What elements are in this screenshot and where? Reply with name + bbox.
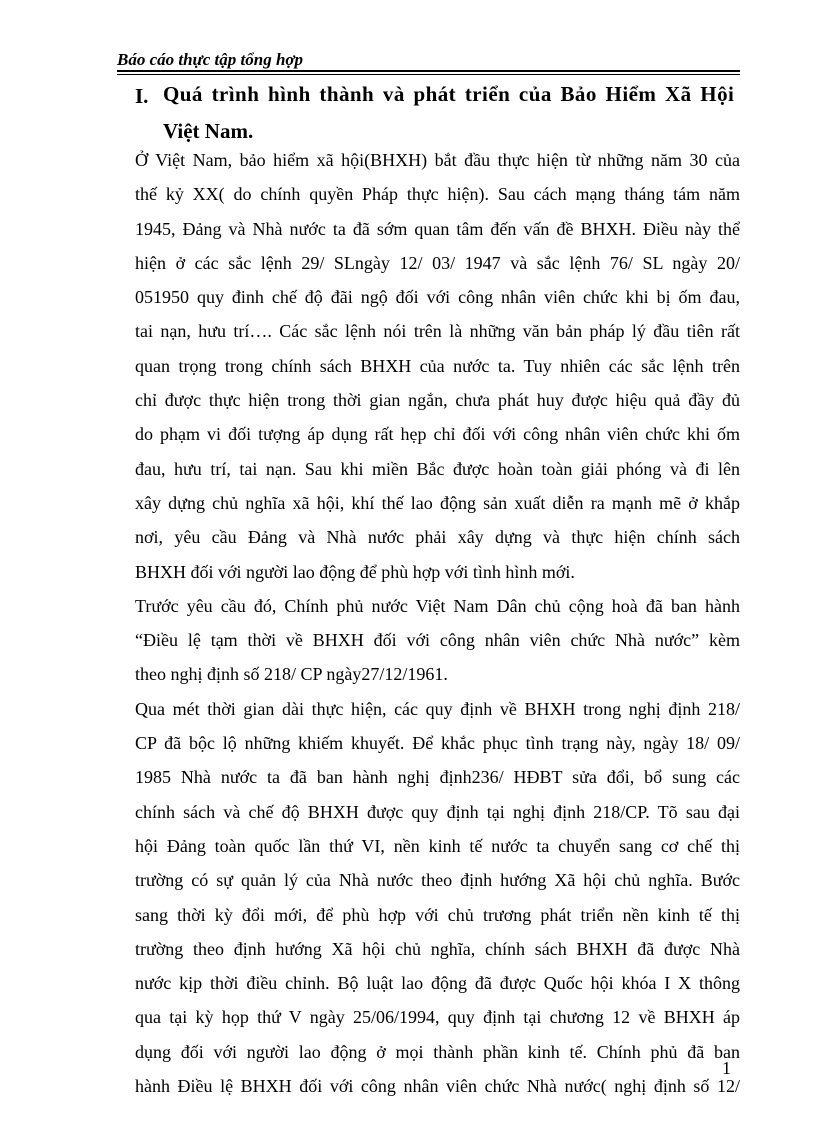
header-rule-thick <box>117 70 740 72</box>
text-line: 1945, Đảng và Nhà nước ta đã sớm quan tâm đến vấn đề BHXH. Điều này thể <box>135 218 740 239</box>
text-line: hiện ở các sắc lệnh 29/ SLngày 12/ 03/ 1947 và sắc lệnh 76/ SL ngày 20/ <box>135 252 740 273</box>
text-line: thế kỷ XX( do chính quyền Pháp thực hiện). Sau cách mạng tháng tám năm <box>135 184 740 205</box>
text-line: nơi, yêu cầu Đảng và Nhà nước phải xây dựng và thực hiện chính sách <box>135 527 740 548</box>
text-line: hội Đảng toàn quốc lần thứ VI, nền kinh tế nước ta chuyển sang cơ chế thị <box>135 835 740 856</box>
page-number: 1 <box>722 1058 731 1078</box>
text-line: Qua mét thời gian dài thực hiện, các quy định về BHXH trong nghị định 218/ <box>135 698 740 719</box>
text-line: do phạm vi đối tượng áp dụng rất hẹp chỉ đối với công nhân viên chức khi ốm <box>135 424 740 445</box>
text-line: qua tại kỳ họp thứ V ngày 25/06/1994, quy định tại chương 12 về BHXH áp <box>135 1007 740 1028</box>
section-title-line-2: Việt Nam. <box>163 119 254 143</box>
text-line: BHXH đối với người lao động để phù hợp với tình hình mới. <box>135 561 575 582</box>
text-line: trường theo định hướng Xã hội chủ nghĩa, chính sách BHXH đã được Nhà <box>135 938 740 959</box>
text-line: CP đã bộc lộ những khiếm khuyết. Để khắc phục tình trạng này, ngày 18/ 09/ <box>135 733 740 754</box>
text-line: 1985 Nhà nước ta đã ban hành nghị định236/ HĐBT sửa đổi, bổ sung các <box>135 767 740 788</box>
text-line: hành Điều lệ BHXH đối với công nhân viên chức Nhà nước( nghị định số 12/ <box>135 1076 740 1097</box>
text-line: nước kịp thời điều chỉnh. Bộ luật lao động đã được Quốc hội khóa I X thông <box>135 973 740 994</box>
page-header <box>117 50 740 72</box>
text-line: Ở Việt Nam, bảo hiểm xã hội(BHXH) bắt đầu thực hiện từ những năm 30 của <box>135 150 740 170</box>
text-line: sang thời kỳ đổi mới, để phù hợp với chủ trương phát triển nền kinh tế thị <box>135 904 740 925</box>
text-line: trường có sự quản lý của Nhà nước theo định hướng Xã hội chủ nghĩa. Bước <box>135 870 740 891</box>
header-title: Báo cáo thực tập tổng hợp <box>117 50 304 69</box>
text-line: quan trọng trong chính sách BHXH của nước ta. Tuy nhiên các sắc lệnh trên <box>135 355 740 376</box>
section-number: I. <box>135 84 149 108</box>
text-line: xây dựng chủ nghĩa xã hội, khí thế lao động sản xuất diễn ra mạnh mẽ ở khắp <box>135 492 740 513</box>
section-title-line-1: Quá trình hình thành và phát triển của Bảo Hiểm Xã Hội <box>163 82 735 106</box>
text-line: theo nghị định số 218/ CP ngày27/12/1961. <box>135 664 448 685</box>
text-line: “Điều lệ tạm thời về BHXH đối với công nhân viên chức Nhà nước” kèm <box>135 630 740 651</box>
text-line: tai nạn, hưu trí…. Các sắc lệnh nói trên là những văn bản pháp lý đầu tiên rất <box>135 321 740 342</box>
body-text <box>135 143 740 1103</box>
text-line: dụng đối với người lao động ở mọi thành phần kinh tế. Chính phủ đã ban <box>135 1041 740 1062</box>
text-line: Trước yêu cầu đó, Chính phủ nước Việt Nam Dân chủ cộng hoà đã ban hành <box>135 595 740 616</box>
text-line: đau, hưu trí, tai nạn. Sau khi miền Bắc được hoàn toàn giải phóng và đi lên <box>135 458 740 479</box>
header-rule-thin <box>117 74 740 75</box>
text-line: chỉ được thực hiện trong thời gian ngắn, chưa phát huy được hiệu quả đầy đủ <box>135 390 740 411</box>
text-line: 051950 quy đinh chế độ đãi ngộ đối với công nhân viên chức khi bị ốm đau, <box>135 287 740 308</box>
text-line: chính sách và chế độ BHXH được quy định tại nghị định 218/CP. Tõ sau đại <box>135 801 740 822</box>
